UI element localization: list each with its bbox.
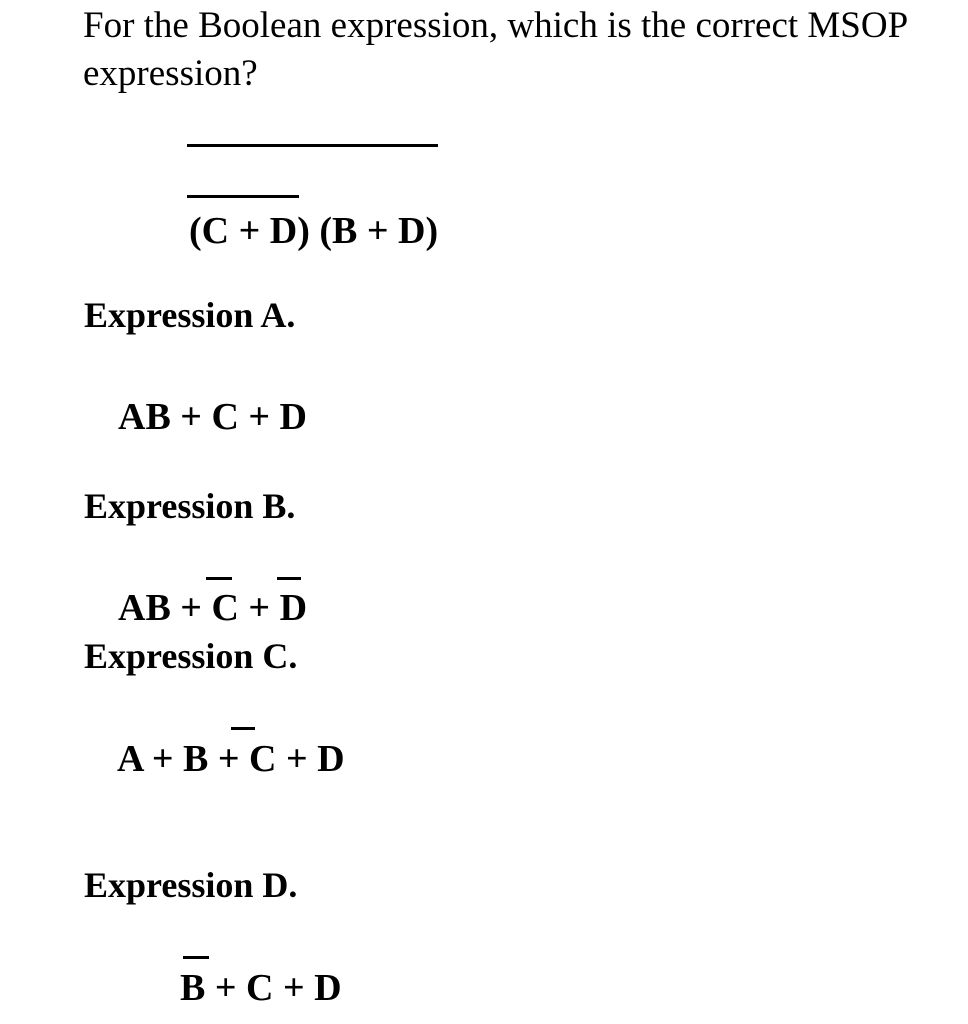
option-d-suffix: + C + D	[205, 967, 342, 1009]
option-b-formula	[118, 586, 307, 630]
option-b-d-complement-bar	[277, 577, 301, 580]
question-text	[83, 2, 968, 98]
given-expression	[189, 209, 438, 253]
option-c-heading: Expression C.	[84, 636, 298, 676]
option-d-term-b: B	[180, 967, 206, 1009]
option-a-formula: AB + C + D	[118, 396, 307, 438]
option-c-prefix: A + B +	[117, 738, 249, 780]
option-b-c-complement-bar	[206, 577, 232, 580]
option-c-formula	[117, 737, 345, 781]
option-b-term-ab: AB +	[118, 587, 212, 629]
option-c-term-c: C	[249, 738, 277, 780]
option-d-formula	[180, 966, 342, 1010]
option-c-suffix: + D	[276, 738, 345, 780]
option-b-term-d: D	[279, 587, 308, 629]
option-b-heading: Expression B.	[84, 486, 296, 526]
question-line-2: expression?	[83, 53, 258, 94]
option-d-b-complement-bar	[183, 956, 209, 959]
given-left-group: (C + D)	[189, 210, 310, 252]
inner-complement-bar	[187, 195, 299, 198]
option-c-c-complement-bar	[231, 727, 255, 730]
option-b-plus: +	[238, 587, 280, 629]
given-right-group: (B + D)	[319, 210, 439, 252]
option-b-term-c: C	[211, 587, 239, 629]
option-a-heading: Expression A.	[84, 295, 296, 335]
outer-complement-bar	[187, 144, 438, 147]
option-d-heading: Expression D.	[84, 865, 298, 905]
question-line-1: For the Boolean expression, which is the correct MSOP	[83, 5, 909, 46]
